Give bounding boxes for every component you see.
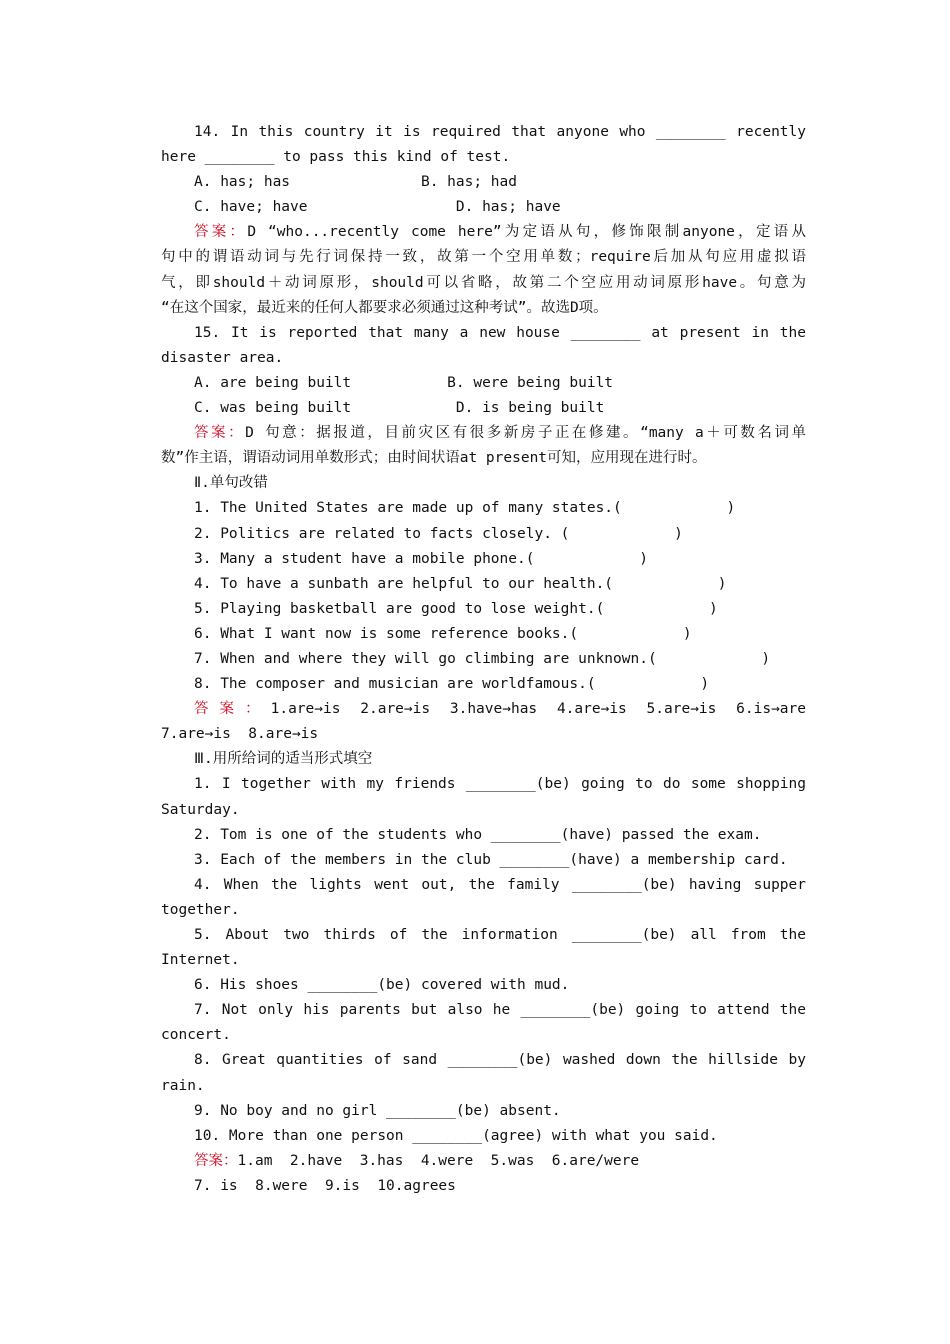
line-text: together. xyxy=(161,901,240,918)
text-line xyxy=(161,346,806,371)
line-text: 1. The United States are made up of many states.( ) xyxy=(194,500,736,517)
line-text: Internet. xyxy=(161,952,240,969)
text-line xyxy=(161,747,806,772)
text-line xyxy=(161,1124,806,1149)
text-line xyxy=(161,170,806,195)
line-text: 8. The composer and musician are worldfamous.( ) xyxy=(194,676,710,693)
text-line xyxy=(161,923,806,948)
text-line xyxy=(161,195,806,220)
line-text: 7.are→is 8.are→is xyxy=(161,726,319,743)
text-line xyxy=(161,572,806,597)
line-text: 7. is 8.were 9.is 10.agrees xyxy=(194,1177,456,1194)
text-line xyxy=(161,848,806,873)
answer-line xyxy=(161,697,806,722)
answer-label: 答案： xyxy=(194,425,246,442)
text-line xyxy=(161,1074,806,1099)
line-text: 5. About two thirds of the information ________(be) all from the xyxy=(194,927,806,943)
line-text: “在这个国家，最近来的任何人都要求必须通过这种考试”。故选D项。 xyxy=(161,299,608,316)
text-line xyxy=(161,873,806,898)
text-line xyxy=(161,321,806,346)
line-text: concert. xyxy=(161,1027,231,1044)
line-text: 4. When the lights went out, the family ________(be) having supper xyxy=(194,876,806,893)
text-line xyxy=(161,296,806,321)
line-text: Saturday. xyxy=(161,801,240,818)
text-line xyxy=(161,496,806,521)
text-line xyxy=(161,998,806,1023)
text-line xyxy=(161,471,806,496)
answer-label: 答案： xyxy=(194,224,248,241)
text-line xyxy=(161,672,806,697)
text-line xyxy=(161,271,806,296)
line-text: 气，即should＋动词原形，should可以省略，故第二个空应用动词原形have。句意为 xyxy=(161,274,806,291)
text-line xyxy=(161,823,806,848)
text-line xyxy=(161,898,806,923)
text-line xyxy=(161,622,806,647)
text-line xyxy=(161,1023,806,1048)
line-text: A. has; has B. has; had xyxy=(194,174,518,191)
text-line xyxy=(161,772,806,797)
line-text: 6. What I want now is some reference books.( ) xyxy=(194,625,692,642)
line-text: 10. More than one person ________(agree) with what you said. xyxy=(194,1127,718,1144)
line-text: 3. Many a student have a mobile phone.( ) xyxy=(194,550,648,567)
line-text: 14. In this country it is required that anyone who ________ recently xyxy=(194,124,806,140)
text-line xyxy=(161,522,806,547)
answer-line xyxy=(161,220,806,245)
answer-label: 答案： xyxy=(194,1152,238,1169)
answer-line xyxy=(161,421,806,446)
answer-label: 答案： xyxy=(194,701,271,718)
text-line xyxy=(161,597,806,622)
line-text: rain. xyxy=(161,1077,205,1094)
text-line xyxy=(161,145,806,170)
text-line xyxy=(161,1174,806,1199)
text-line xyxy=(161,948,806,973)
line-text: 数”作主语，谓语动词用单数形式；由时间状语at present可知，应用现在进行时。 xyxy=(161,450,707,467)
answer-line xyxy=(161,1149,806,1174)
line-text: 2. Tom is one of the students who ________(have) passed the exam. xyxy=(194,826,762,843)
line-text: 3. Each of the members in the club ________(have) a membership card. xyxy=(194,851,788,868)
line-text: D 句意：据报道，目前灾区有很多新房子正在修建。“many a＋可数名词单 xyxy=(245,425,806,442)
line-text: 4. To have a sunbath are helpful to our health.( ) xyxy=(194,575,727,592)
text-line xyxy=(161,1099,806,1124)
line-text: 15. It is reported that many a new house ________ at present in the xyxy=(194,324,806,341)
text-line xyxy=(161,396,806,421)
line-text: 1.are→is 2.are→is 3.have→has 4.are→is 5.are→is 6.is→are xyxy=(270,701,806,718)
text-line xyxy=(161,722,806,747)
line-text: D “who...recently come here”为定语从句，修饰限制anyone，定语从 xyxy=(247,224,806,241)
text-line xyxy=(161,798,806,823)
line-text: 1.am 2.have 3.has 4.were 5.was 6.are/were xyxy=(237,1152,640,1169)
line-text: C. was being built D. is being built xyxy=(194,400,605,417)
line-text: here ________ to pass this kind of test. xyxy=(161,149,511,166)
document-page xyxy=(161,120,806,1199)
text-line xyxy=(161,371,806,396)
line-text: 7. Not only his parents but also he ________(be) going to attend the xyxy=(194,1002,806,1019)
text-line xyxy=(161,245,806,270)
line-text: 2. Politics are related to facts closely. ( ) xyxy=(194,525,683,542)
line-text: 8. Great quantities of sand ________(be) washed down the hillside by xyxy=(194,1052,806,1069)
text-line xyxy=(161,1048,806,1073)
line-text: Ⅲ.用所给词的适当形式填空 xyxy=(194,751,373,768)
line-text: 6. His shoes ________(be) covered with mud. xyxy=(194,977,570,994)
line-text: 句中的谓语动词与先行词保持一致，故第一个空用单数；require后加从句应用虚拟语 xyxy=(161,249,806,266)
line-text: 9. No boy and no girl ________(be) absent. xyxy=(194,1102,561,1119)
text-line xyxy=(161,120,806,145)
line-text: Ⅱ.单句改错 xyxy=(194,475,268,492)
text-line xyxy=(161,547,806,572)
line-text: 7. When and where they will go climbing are unknown.( ) xyxy=(194,650,771,667)
line-text: 1. I together with my friends ________(be) going to do some shopping xyxy=(194,776,806,793)
text-line xyxy=(161,647,806,672)
line-text: A. are being built B. were being built xyxy=(194,374,614,391)
text-line xyxy=(161,446,806,471)
line-text: disaster area. xyxy=(161,349,284,366)
line-text: 5. Playing basketball are good to lose weight.( ) xyxy=(194,600,718,617)
text-line xyxy=(161,973,806,998)
line-text: C. have; have D. has; have xyxy=(194,199,561,216)
